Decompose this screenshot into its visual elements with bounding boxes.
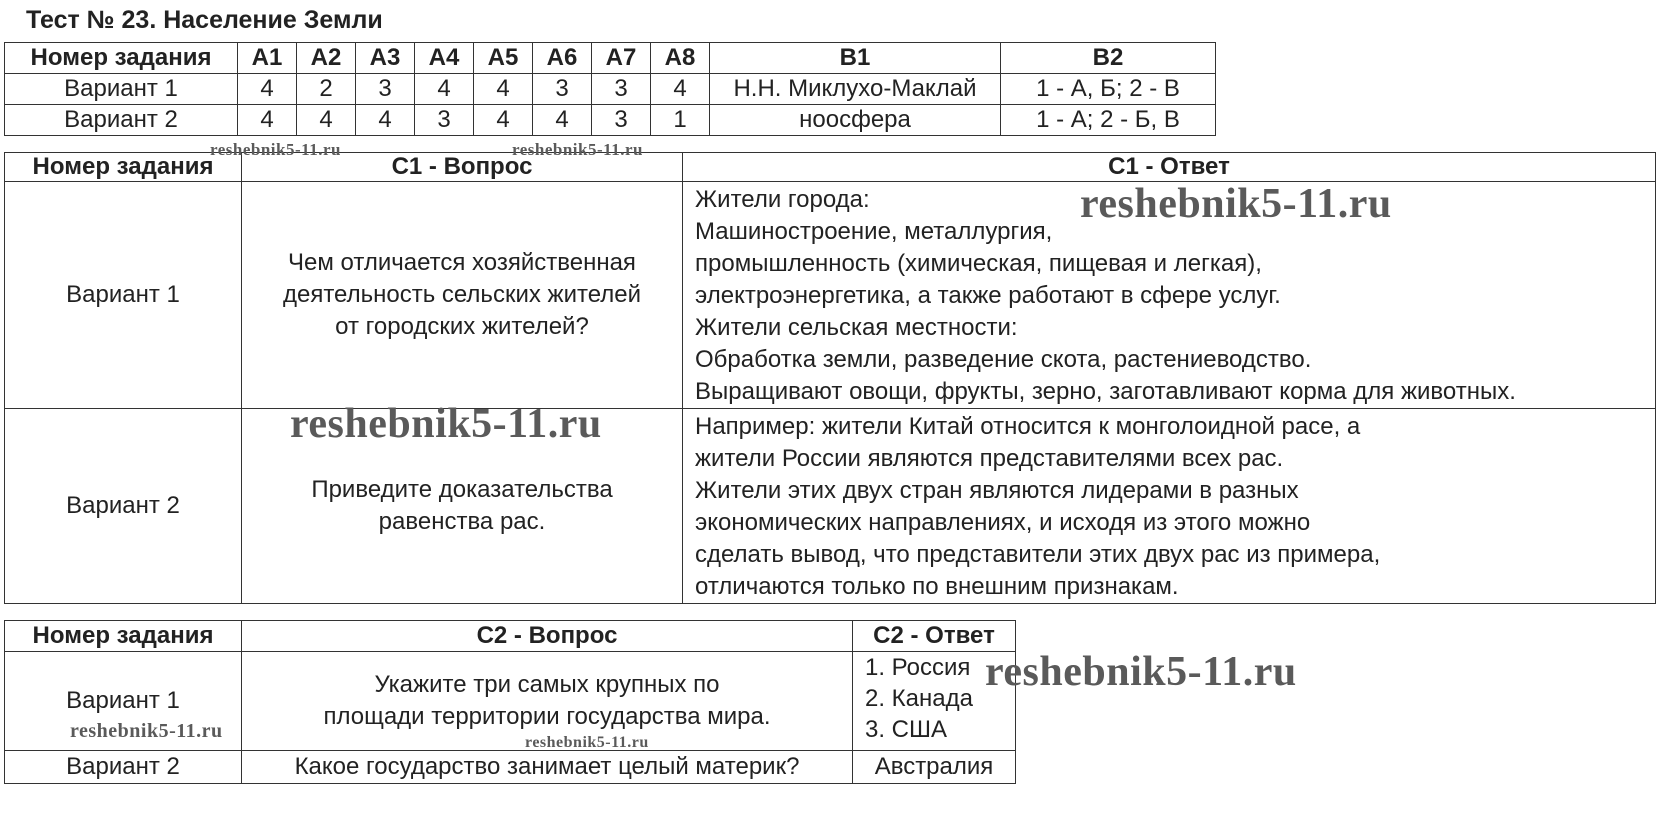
answer-line: Австралия (874, 753, 994, 780)
answer-line: Машиностроение, металлургия, (695, 218, 1053, 245)
table-cell: Н.Н. Миклухо-Маклай (710, 74, 1001, 105)
table-cell: 4 (297, 105, 356, 136)
answer-line: промышленность (химическая, пищевая и легкая), (695, 250, 1262, 277)
answer-line: 3. США (865, 716, 948, 743)
watermark: reshebnik5-11.ru (1080, 181, 1392, 227)
watermark: reshebnik5-11.ru (985, 649, 1297, 695)
table-row (5, 105, 1216, 136)
watermark: reshebnik5-11.ru (290, 401, 602, 447)
question-line: Приведите доказательства (311, 476, 613, 503)
answer-line: Выращивают овощи, фрукты, зерно, заготавливают корма для животных. (695, 378, 1516, 405)
answer-line: сделать вывод, что представители этих двух рас из примера, (695, 541, 1381, 568)
table-row (5, 409, 1656, 604)
answers-table-c2 (4, 620, 1016, 784)
header-cell: А7 (592, 43, 651, 74)
header-cell: А2 (297, 43, 356, 74)
watermark: reshebnik5-11.ru (210, 140, 341, 159)
table-cell: 4 (356, 105, 415, 136)
answer-line: 1. Россия (865, 654, 971, 681)
header-cell: А8 (651, 43, 710, 74)
table-cell: 4 (533, 105, 592, 136)
header-cell: А6 (533, 43, 592, 74)
header-cell: С1 - Ответ (683, 153, 1656, 182)
variant-cell: Вариант 1 (5, 652, 242, 751)
variant-cell: Вариант 2 (5, 409, 242, 604)
table-row (5, 751, 1016, 784)
table-cell: 1 (651, 105, 710, 136)
question-cell (242, 751, 853, 784)
question-cell (242, 409, 683, 604)
watermark: reshebnik5-11.ru (70, 720, 223, 742)
answer-cell (683, 409, 1656, 604)
question-line: равенства рас. (378, 508, 546, 535)
answer-line: электроэнергетика, а также работают в сфере услуг. (695, 282, 1281, 309)
table-row (5, 652, 1016, 751)
watermark: reshebnik5-11.ru (525, 734, 649, 751)
variant-cell: Вариант 2 (5, 751, 242, 784)
answer-line: экономических направлениях, и исходя из этого можно (695, 509, 1311, 536)
answer-line: отличаются только по внешним признакам. (695, 573, 1179, 600)
answer-line: Жители сельская местности: (695, 314, 1018, 341)
table-cell: 3 (592, 74, 651, 105)
header-cell: А5 (474, 43, 533, 74)
table-cell: Вариант 1 (5, 74, 238, 105)
question-line: площади территории государства мира. (323, 703, 771, 730)
header-cell: С2 - Вопрос (242, 621, 853, 652)
question-line: Чем отличается хозяйственная (288, 249, 636, 276)
table-cell: 4 (474, 105, 533, 136)
table-cell: 1 - А; 2 - Б, В (1001, 105, 1216, 136)
header-cell: С1 - Вопрос (242, 153, 683, 182)
table-header-row (5, 43, 1216, 74)
header-cell: Номер задания (5, 43, 238, 74)
answer-line: жители России являются представителями всех рас. (695, 445, 1284, 472)
answer-line: Жители этих двух стран являются лидерами в разных (695, 477, 1299, 504)
question-cell (242, 182, 683, 409)
table-header-row (5, 153, 1656, 182)
header-cell: А1 (238, 43, 297, 74)
header-cell: С2 - Ответ (853, 621, 1016, 652)
answer-cell (853, 652, 1016, 751)
variant-cell: Вариант 1 (5, 182, 242, 409)
answers-table-a-b (4, 42, 1216, 136)
table-cell: ноосфера (710, 105, 1001, 136)
answer-line: Обработка земли, разведение скота, растениеводство. (695, 346, 1312, 373)
question-line: от городских жителей? (335, 313, 589, 340)
answers-table-c1 (4, 152, 1656, 604)
header-cell: Номер задания (5, 621, 242, 652)
header-cell: В2 (1001, 43, 1216, 74)
table-header-row (5, 621, 1016, 652)
header-cell: В1 (710, 43, 1001, 74)
answer-line: Например: жители Китай относится к монголоидной расе, а (695, 413, 1361, 440)
answer-cell (683, 182, 1656, 409)
question-line: Какое государство занимает целый материк? (294, 753, 800, 780)
question-cell (242, 652, 853, 751)
question-line: деятельность сельских жителей (282, 281, 642, 308)
answer-line: Жители города: (695, 186, 870, 213)
table-cell: Вариант 2 (5, 105, 238, 136)
table-cell: 4 (415, 74, 474, 105)
table-cell: 3 (415, 105, 474, 136)
watermark: reshebnik5-11.ru (512, 140, 643, 159)
table-cell: 3 (533, 74, 592, 105)
table-cell: 1 - А, Б; 2 - В (1001, 74, 1216, 105)
table-cell: 2 (297, 74, 356, 105)
header-cell: А3 (356, 43, 415, 74)
table-cell: 4 (474, 74, 533, 105)
answer-line: 2. Канада (865, 685, 973, 712)
header-cell: Номер задания (5, 153, 242, 182)
question-line: Укажите три самых крупных по (374, 671, 720, 698)
answer-cell (853, 751, 1016, 784)
table-cell: 4 (238, 105, 297, 136)
table-row (5, 182, 1656, 409)
table-cell: 3 (356, 74, 415, 105)
table-cell: 4 (238, 74, 297, 105)
table-cell: 3 (592, 105, 651, 136)
table-cell: 4 (651, 74, 710, 105)
table-row (5, 74, 1216, 105)
page-title: Тест № 23. Население Земли (26, 6, 383, 34)
header-cell: А4 (415, 43, 474, 74)
